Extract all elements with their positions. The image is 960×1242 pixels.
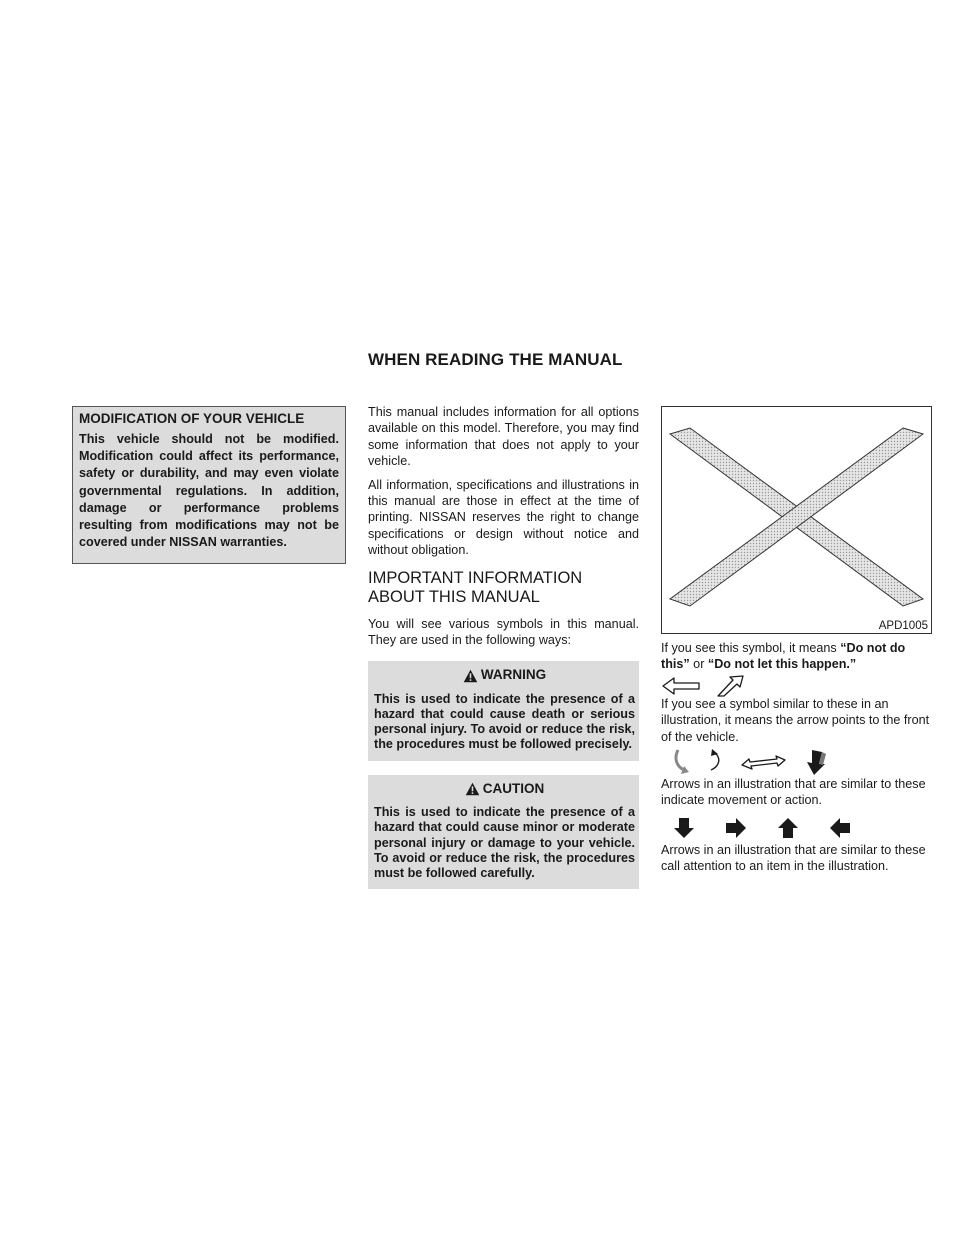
curved-arrow-up-icon: [706, 748, 726, 776]
important-heading: IMPORTANT INFORMATION ABOUT THIS MANUAL: [368, 568, 583, 606]
x-text-prefix: If you see this symbol, it means: [661, 641, 841, 655]
arrow-left-solid-icon: [828, 816, 852, 840]
movement-arrow-icons: [672, 748, 830, 776]
movement-arrow-text: Arrows in an illustration that are similar to these indicate movement or action.: [661, 777, 926, 808]
front-arrow-text: If you see a symbol similar to these in an illustration, it means the arrow points to the front of the vehicle.: [661, 697, 930, 744]
warning-title: WARNING: [480, 667, 547, 683]
arrow-down-solid-icon: [672, 816, 696, 840]
caution-box: [368, 775, 639, 889]
warning-header: [374, 667, 635, 683]
intro-paragraph-2: All information, specifications and illustrations in this manual are those in effect at the time of printing. NISSAN reserves the right to change specifications or design without notice and without obligation.: [368, 477, 639, 558]
do-not-figure: [661, 406, 932, 634]
modification-body: This vehicle should not be modified. Modification could affect its performance, safety or durability, and may even violate governmental regulations. In addition, damage or performance problems resulting from modifications may not be covered under NISSAN warranties.: [79, 432, 339, 550]
bent-arrow-down-icon: [802, 748, 830, 776]
movement-arrow-explanation: [661, 776, 933, 809]
x-text-bold-2: “Do not let this happen.”: [707, 657, 857, 672]
modification-notice: [72, 406, 346, 564]
attention-arrow-icons: [672, 816, 852, 840]
double-arrow-icon: [740, 751, 788, 773]
front-arrow-explanation: [661, 696, 933, 745]
x-text-mid: or: [689, 657, 708, 672]
warning-triangle-icon: [463, 669, 478, 683]
warning-box: [368, 661, 639, 760]
figure-label: APD1005: [878, 620, 928, 632]
front-arrow-left-icon: [661, 675, 701, 697]
arrow-up-solid-icon: [776, 816, 800, 840]
arrow-right-solid-icon: [724, 816, 748, 840]
front-arrow-icons: [661, 674, 745, 698]
section-title: WHEN READING THE MANUAL: [368, 350, 623, 369]
caution-body: This is used to indicate the presence of a hazard that could cause minor or moderate personal injury or damage to your vehicle. To avoid or reduce the risk, the procedures must be followed carefully.: [374, 805, 635, 880]
caution-header: [374, 781, 635, 797]
caution-title: CAUTION: [482, 780, 545, 796]
important-paragraph: You will see various symbols in this manual. They are used in the following ways:: [368, 616, 639, 648]
modification-title: MODIFICATION OF YOUR VEHICLE: [79, 411, 305, 426]
warning-body: This is used to indicate the presence of a hazard that could cause death or serious personal injury. To avoid or reduce the risk, the procedures must be followed precisely.: [374, 691, 635, 752]
curved-arrow-down-right-icon: [672, 748, 692, 776]
intro-paragraph-1: This manual includes information for all options available on this model. Therefore, you may find some information that does not apply to your vehicle.: [368, 405, 639, 469]
x-text-bold-1: “Do not do this”: [661, 641, 906, 672]
x-symbol-icon: [662, 407, 931, 633]
x-symbol-explanation: [661, 640, 933, 673]
middle-column: [368, 404, 639, 903]
attention-arrow-text: Arrows in an illustration that are similar to these call attention to an item in the illustration.: [661, 843, 926, 874]
caution-triangle-icon: [465, 782, 480, 796]
front-arrow-diagonal-icon: [715, 674, 745, 698]
attention-arrow-explanation: [661, 842, 933, 875]
